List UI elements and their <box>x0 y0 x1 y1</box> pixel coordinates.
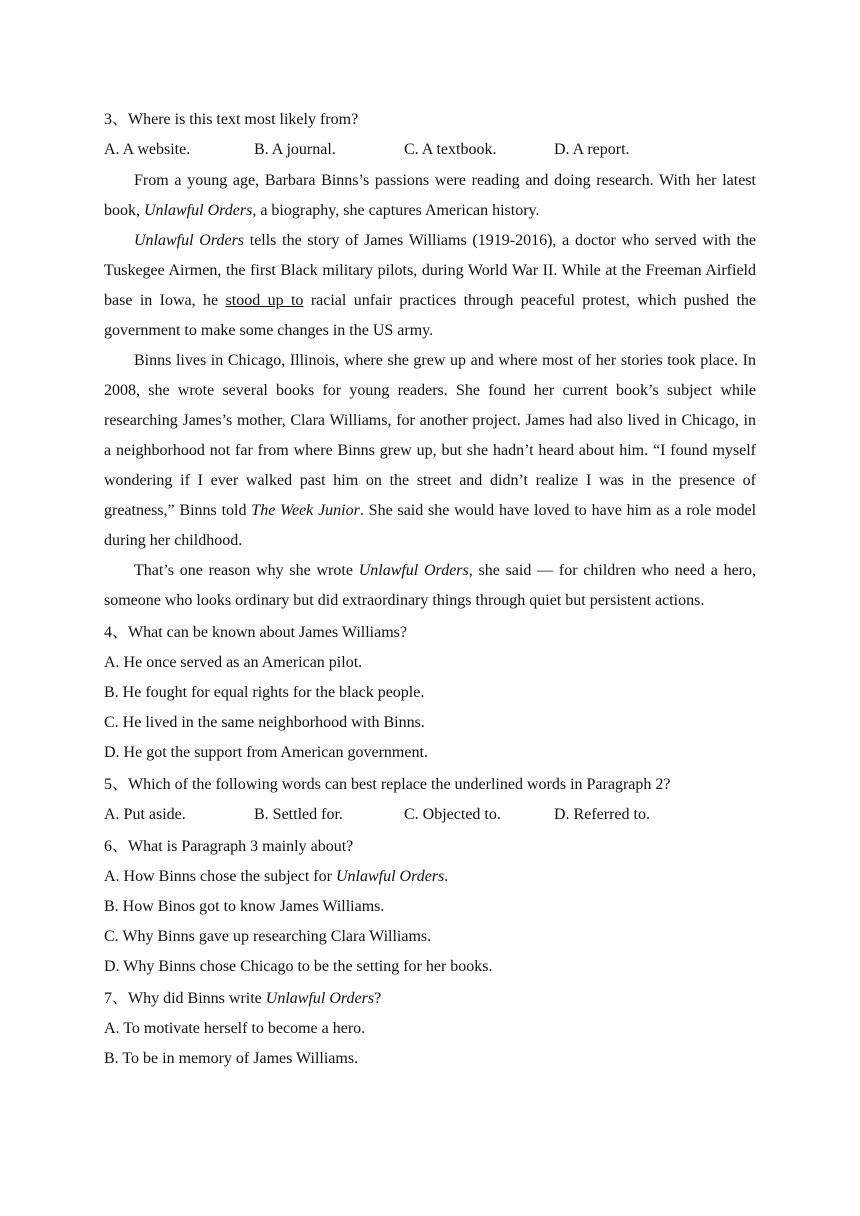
p1-book-title: Unlawful Orders <box>144 202 253 219</box>
q3-option-a: A. A website. <box>104 141 191 158</box>
p2-book-title: Unlawful Orders <box>134 232 245 249</box>
p2-text-b: racial unfair practices through peaceful protest, which pushed the government to make some changes in the US army. <box>104 292 756 339</box>
passage-paragraph-1 <box>104 166 756 226</box>
question-4-stem: 4、What can be known about James Williams? <box>104 624 407 641</box>
q3-option-d: D. A report. <box>554 141 630 158</box>
q4-option-c: C. He lived in the same neighborhood with Binns. <box>104 714 425 731</box>
p3-text-a: Binns lives in Chicago, Illinois, where she grew up and where most of her stories took place. In 2008, she wrote several books for young readers. She found her current book’s subject while researching James’s mother, Clara Williams, for another project. James had also lived in Chicago, in a neighborhood not far from where Binns grew up, but she hadn’t heard about him. “I found myself wondering if I ever walked past him on the street and didn’t realize I was in the presence of greatness,” Binns told <box>104 352 756 519</box>
q7-option-b: B. To be in memory of James Williams. <box>104 1050 359 1067</box>
page-content <box>104 103 756 1074</box>
p4-book-title: Unlawful Orders <box>358 562 469 579</box>
q6-option-a-end: . <box>444 868 449 885</box>
passage-paragraph-3 <box>104 346 756 556</box>
question-7-stem <box>104 984 756 1014</box>
question-5-options <box>104 800 756 830</box>
q4-option-a: A. He once served as an American pilot. <box>104 654 363 671</box>
p1-text-b: , a biography, she captures American history. <box>252 202 540 219</box>
q6-option-a <box>104 862 756 892</box>
p4-text-b: , she said — for children who need a hero, someone who looks ordinary but did extraordinary things through quiet but persistent actions. <box>104 562 756 609</box>
question-3-options <box>104 135 756 165</box>
q5-option-d: D. Referred to. <box>554 806 650 823</box>
question-5-stem: 5、Which of the following words can best replace the underlined words in Paragraph 2? <box>104 776 671 793</box>
q3-option-c: C. A textbook. <box>404 141 497 158</box>
question-3-stem: 3、Where is this text most likely from? <box>104 111 359 128</box>
p2-text-a: tells the story of James Williams (1919-2016), a doctor who served with the Tuskegee Airmen, the first Black military pilots, during World War II. While at the Freeman Airfield base in Iowa, he <box>104 232 756 309</box>
q7-stem-text: 7、Why did Binns write <box>104 990 266 1007</box>
q6-option-a-title: Unlawful Orders <box>335 868 445 885</box>
q5-option-a: A. Put aside. <box>104 806 186 823</box>
q7-option-a: A. To motivate herself to become a hero. <box>104 1020 366 1037</box>
q7-stem-end: ? <box>374 990 382 1007</box>
q3-option-b: B. A journal. <box>254 141 336 158</box>
question-6-stem: 6、What is Paragraph 3 mainly about? <box>104 838 354 855</box>
q6-option-b: B. How Binos got to know James Williams. <box>104 898 385 915</box>
p1-text-a: From a young age, Barbara Binns’s passions were reading and doing research. With her latest book, <box>104 172 756 219</box>
q6-option-a-text: A. How Binns chose the subject for <box>104 868 336 885</box>
q4-option-b: B. He fought for equal rights for the black people. <box>104 684 425 701</box>
passage-paragraph-4 <box>104 556 756 616</box>
q6-option-c: C. Why Binns gave up researching Clara Williams. <box>104 928 432 945</box>
q5-option-c: C. Objected to. <box>404 806 501 823</box>
passage-paragraph-2 <box>104 226 756 346</box>
p4-text-a: That’s one reason why she wrote <box>134 562 359 579</box>
p3-publication-title: The Week Junior <box>251 502 360 519</box>
p2-underlined-phrase: stood up to <box>225 292 304 309</box>
q5-option-b: B. Settled for. <box>254 806 343 823</box>
q7-stem-title: Unlawful Orders <box>265 990 375 1007</box>
q6-option-d: D. Why Binns chose Chicago to be the setting for her books. <box>104 958 493 975</box>
q4-option-d: D. He got the support from American government. <box>104 744 428 761</box>
p3-text-b: . She said she would have loved to have him as a role model during her childhood. <box>104 502 757 549</box>
